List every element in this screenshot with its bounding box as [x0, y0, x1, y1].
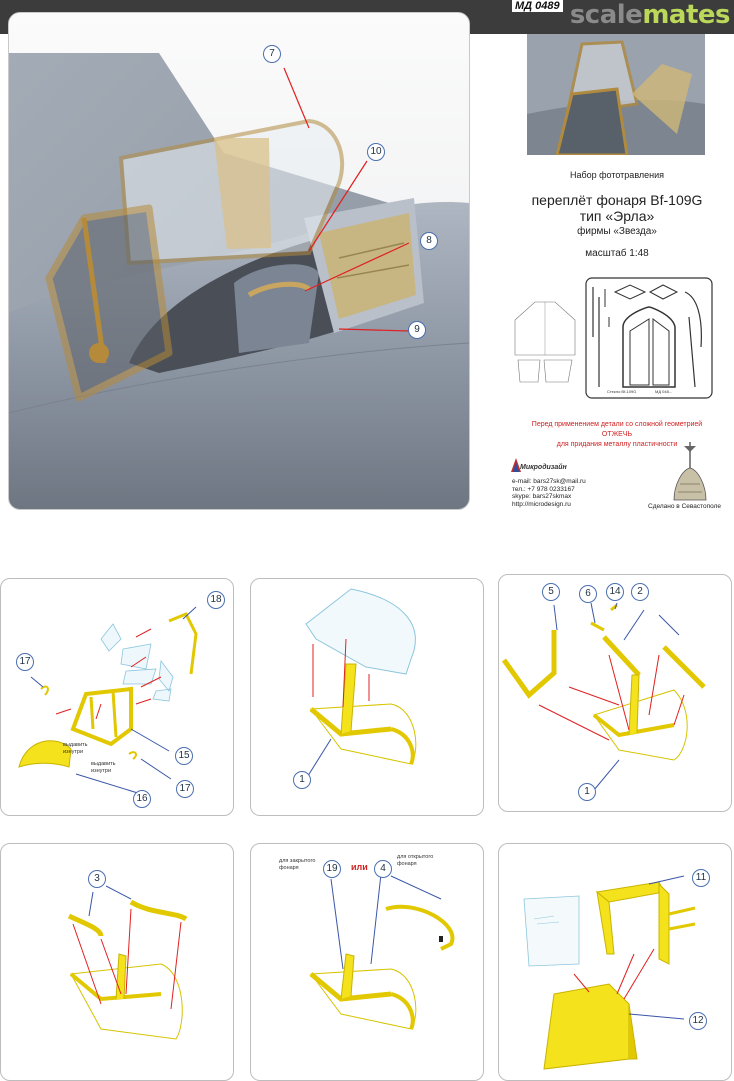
note-closed-line1: для закрытого	[279, 858, 316, 864]
callout-17a: 17	[16, 653, 34, 671]
product-code: МД 0489	[512, 0, 563, 12]
warning-line1: Перед применением детали со сложной геометрией	[531, 421, 703, 428]
contact-email: e-mail: bars27sk@mail.ru	[512, 478, 586, 485]
thumbnail-illustration	[527, 34, 705, 155]
note-press-inside-1	[63, 742, 88, 755]
main-photo	[8, 12, 470, 510]
warning-line3: для придания металлу пластичности	[556, 441, 678, 448]
callout-12: 12	[689, 1012, 707, 1030]
contact-block	[512, 478, 586, 508]
contact-url: http://microdesign.ru	[512, 500, 571, 508]
product-thumbnail-photo	[527, 34, 705, 155]
watermark-part2: mates	[642, 0, 730, 30]
step-1-diagram	[1, 579, 233, 815]
callout-9: 9	[408, 321, 426, 339]
note-closed-line2: фонаря	[279, 864, 299, 871]
callout-17b: 17	[176, 780, 194, 798]
contact-phone: тел.: +7 978 0233167	[512, 485, 575, 493]
callout-14: 14	[606, 583, 624, 601]
step-panel-2	[250, 578, 484, 816]
callout-10: 10	[367, 143, 385, 161]
callout-8: 8	[420, 232, 438, 250]
note-open-line1: для открытого	[397, 854, 434, 860]
note-1-line2: изнутри	[63, 748, 84, 755]
kit-type: Набор фототравления	[569, 170, 665, 180]
step-panel-1	[0, 578, 234, 816]
step-panel-5	[250, 843, 484, 1081]
watermark	[570, 0, 730, 30]
callout-16: 16	[133, 790, 151, 808]
callout-6: 6	[579, 585, 597, 603]
photoetch-fret-diagram	[585, 277, 713, 399]
callout-2: 2	[631, 583, 649, 601]
callout-1b: 1	[578, 783, 596, 801]
step-panel-6	[498, 843, 732, 1081]
watermark-part1: scale	[569, 0, 643, 30]
callout-3: 3	[88, 870, 106, 888]
monument-icon	[670, 440, 710, 507]
title-line2: тип «Эрла»	[579, 208, 655, 224]
note-open-line2: фонаря	[397, 860, 417, 867]
note-1-line1: выдавить	[63, 742, 88, 748]
fret-label2: МД 048...	[655, 389, 673, 394]
or-label: или	[351, 862, 368, 872]
note-closed-canopy	[279, 858, 315, 871]
made-in: Сделано в Севастополе	[648, 503, 722, 510]
cockpit-photo-illustration	[9, 13, 469, 509]
step-panel-3	[498, 574, 732, 812]
firm: фирмы «Звезда»	[577, 226, 657, 237]
acetate-sheet-diagram	[510, 300, 580, 390]
callout-19: 19	[323, 860, 341, 878]
step-3-diagram	[499, 575, 731, 811]
callout-18: 18	[207, 591, 225, 609]
note-2-line1: выдавить	[91, 761, 116, 767]
brand-name: Микродизайн	[520, 464, 567, 471]
callout-7: 7	[263, 45, 281, 63]
step-2-diagram	[251, 579, 483, 815]
callout-1: 1	[293, 771, 311, 789]
step-panel-4	[0, 843, 234, 1081]
callout-15: 15	[175, 747, 193, 765]
callout-4: 4	[374, 860, 392, 878]
note-2-line2: изнутри	[91, 767, 112, 774]
title-line1: переплёт фонаря Bf-109G	[531, 192, 703, 208]
step-5-diagram	[251, 844, 483, 1080]
contact-skype: skype: bars27skmax	[512, 493, 572, 500]
fret-label1: Стекло Bf-109G	[607, 389, 637, 394]
note-open-canopy	[397, 854, 433, 867]
scale: масштаб 1:48	[585, 248, 649, 259]
fret-outline	[585, 277, 713, 399]
callout-11: 11	[692, 869, 710, 887]
step-4-diagram	[1, 844, 233, 1080]
acetate-sheet-outline	[510, 300, 580, 390]
warning-line2: ОТЖЕЧЬ	[601, 431, 633, 438]
note-press-inside-2	[91, 761, 116, 774]
callout-5: 5	[542, 583, 560, 601]
